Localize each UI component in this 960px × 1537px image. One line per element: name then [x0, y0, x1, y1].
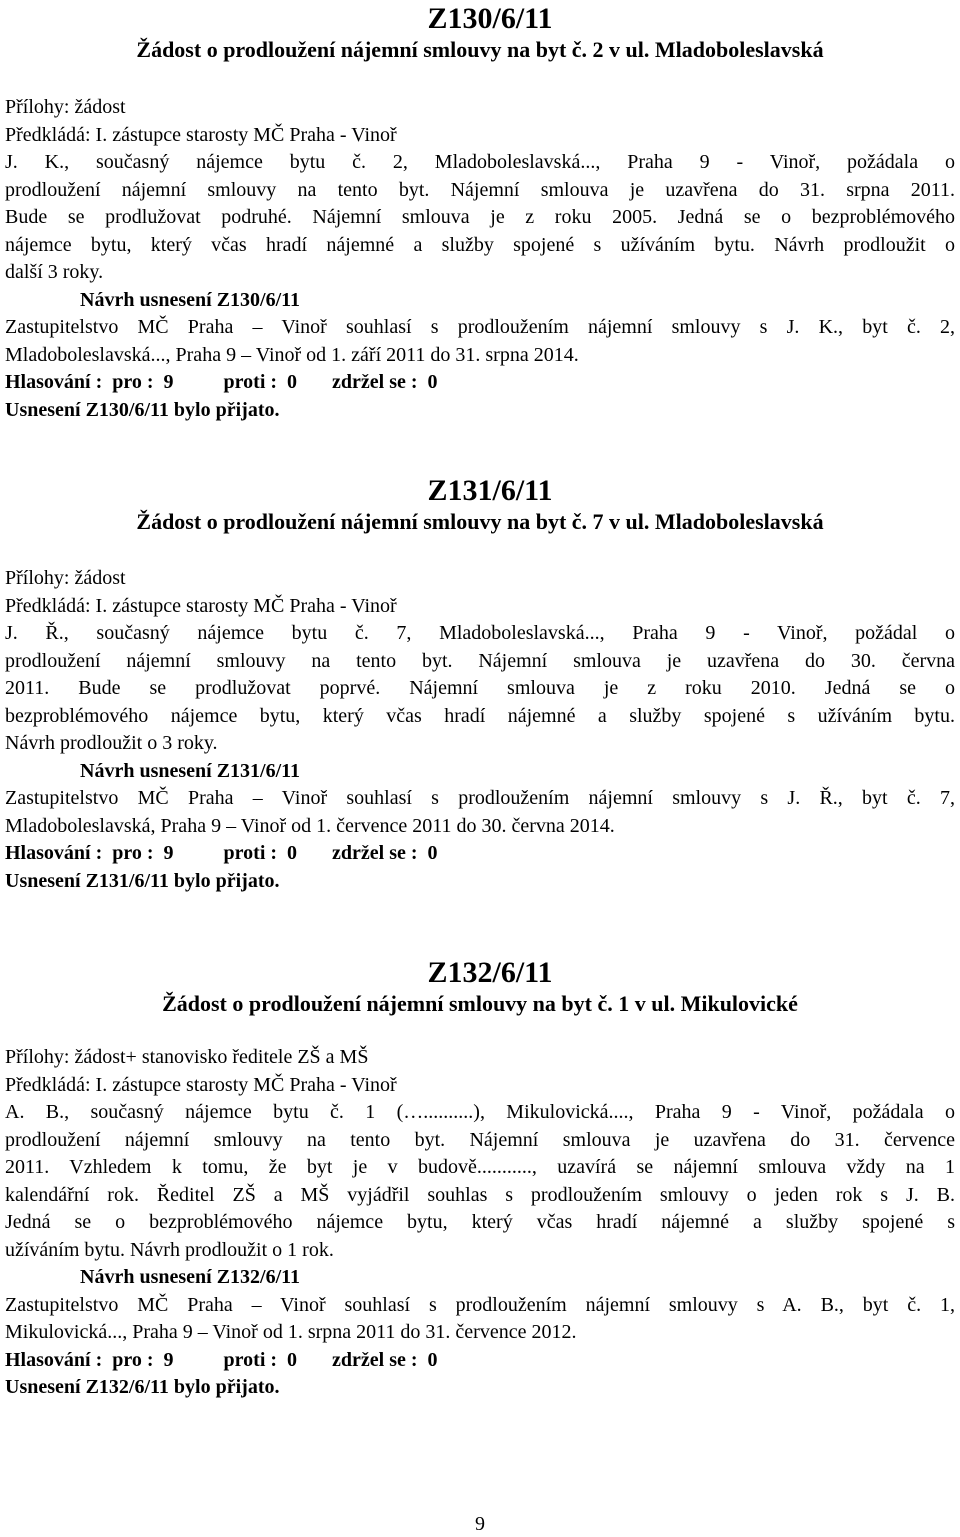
- attachments: Přílohy: žádost: [5, 567, 126, 589]
- presenter: Předkládá: I. zástupce starosty MČ Praha - Vinoř: [5, 594, 397, 617]
- resolution-line: Mladoboleslavská, Praha 9 – Vinoř od 1. července 2011 do 30. června 2014.: [5, 814, 615, 837]
- section-id: Z131/6/11: [427, 474, 553, 507]
- body-line: nájemce bytu, který včas hradí nájemné a služby spojené s užíváním bytu. Návrh prodloužit o: [5, 233, 955, 256]
- section-id: Z130/6/11: [427, 2, 553, 35]
- resolution-line: Mikulovická..., Praha 9 – Vinoř od 1. srpna 2011 do 31. července 2012.: [5, 1321, 577, 1343]
- vote-result: Hlasování : pro : 9 proti : 0 zdržel se : 0: [5, 842, 438, 864]
- resolution-line: Zastupitelstvo MČ Praha – Vinoř souhlasí s prodloužením nájemní smlouvy s J. K., byt č. 2,: [5, 316, 955, 338]
- body-line: 2011. Vzhledem k tomu, že byt je v budově..........., uzavírá se nájemní smlouva vždy na 1: [5, 1156, 955, 1178]
- section-z132: [5, 956, 955, 1402]
- vote-result: Hlasování : pro : 9 proti : 0 zdržel se : 0: [5, 1348, 438, 1371]
- proposal-heading: Návrh usnesení Z132/6/11: [80, 1266, 301, 1288]
- section-title: Žádost o prodloužení nájemní smlouvy na byt č. 7 v ul. Mladoboleslavská: [136, 509, 824, 534]
- body-line: bezproblémového nájemce bytu, který včas hradí nájemné a služby spojené s užíváním bytu.: [5, 704, 955, 727]
- body-line: J. Ř., současný nájemce bytu č. 7, Mladoboleslavská..., Praha 9 - Vinoř, požádal o: [5, 622, 955, 644]
- body-line: A. B., současný nájemce bytu č. 1 (…..........), Mikulovická...., Praha 9 - Vinoř, požádala o: [5, 1101, 955, 1123]
- body-line: kalendářní rok. Ředitel ZŠ a MŠ vyjádřil souhlas s prodloužením smlouvy o jeden rok s J. B.: [5, 1183, 955, 1206]
- attachments: Přílohy: žádost: [5, 96, 126, 118]
- presenter: Předkládá: I. zástupce starosty MČ Praha - Vinoř: [5, 1073, 397, 1096]
- section-z131: [5, 474, 955, 895]
- section-z130: [5, 2, 955, 424]
- body-line: 2011. Bude se prodlužovat poprvé. Nájemní smlouva je z roku 2010. Jedná se o: [5, 677, 955, 699]
- resolution-line: Mladoboleslavská..., Praha 9 – Vinoř od 1. září 2011 do 31. srpna 2014.: [5, 343, 579, 366]
- proposal-heading: Návrh usnesení Z131/6/11: [80, 759, 301, 782]
- vote-result: Hlasování : pro : 9 proti : 0 zdržel se : 0: [5, 371, 438, 393]
- body-line: Jedná se o bezproblémového nájemce bytu, který včas hradí nájemné a služby spojené s: [5, 1211, 955, 1233]
- resolution-status: Usnesení Z130/6/11 bylo přijato.: [5, 398, 280, 421]
- section-id: Z132/6/11: [427, 956, 553, 989]
- body-line: prodloužení nájemní smlouvy na tento byt. Nájemní smlouva je uzavřena do 31. července: [5, 1128, 955, 1151]
- attachments: Přílohy: žádost+ stanovisko ředitele ZŠ a MŠ: [5, 1046, 369, 1068]
- presenter: Předkládá: I. zástupce starosty MČ Praha - Vinoř: [5, 123, 397, 146]
- resolution-line: Zastupitelstvo MČ Praha – Vinoř souhlasí s prodloužením nájemní smlouvy s J. Ř., byt č. 7,: [5, 787, 955, 809]
- body-line: J. K., současný nájemce bytu č. 2, Mladoboleslavská..., Praha 9 - Vinoř, požádala o: [5, 151, 955, 173]
- page-number: 9: [475, 1513, 485, 1535]
- body-line: další 3 roky.: [5, 261, 104, 283]
- body-line: Bude se prodlužovat podruhé. Nájemní smlouva je z roku 2005. Jedná se o bezproblémového: [5, 206, 955, 228]
- body-line: Návrh prodloužit o 3 roky.: [5, 732, 218, 754]
- resolution-line: Zastupitelstvo MČ Praha – Vinoř souhlasí s prodloužením nájemní smlouvy s A. B., byt č. 1,: [5, 1293, 955, 1316]
- proposal-heading: Návrh usnesení Z130/6/11: [80, 288, 301, 311]
- body-line: prodloužení nájemní smlouvy na tento byt. Nájemní smlouva je uzavřena do 31. srpna 2011.: [5, 178, 955, 201]
- body-line: užíváním bytu. Návrh prodloužit o 1 rok.: [5, 1238, 334, 1261]
- section-title: Žádost o prodloužení nájemní smlouvy na byt č. 2 v ul. Mladoboleslavská: [136, 37, 824, 62]
- body-line: prodloužení nájemní smlouvy na tento byt. Nájemní smlouva je uzavřena do 30. června: [5, 649, 955, 672]
- resolution-status: Usnesení Z131/6/11 bylo přijato.: [5, 869, 280, 892]
- section-title: Žádost o prodloužení nájemní smlouvy na byt č. 1 v ul. Mikulovické: [162, 991, 798, 1016]
- resolution-status: Usnesení Z132/6/11 bylo přijato.: [5, 1376, 280, 1398]
